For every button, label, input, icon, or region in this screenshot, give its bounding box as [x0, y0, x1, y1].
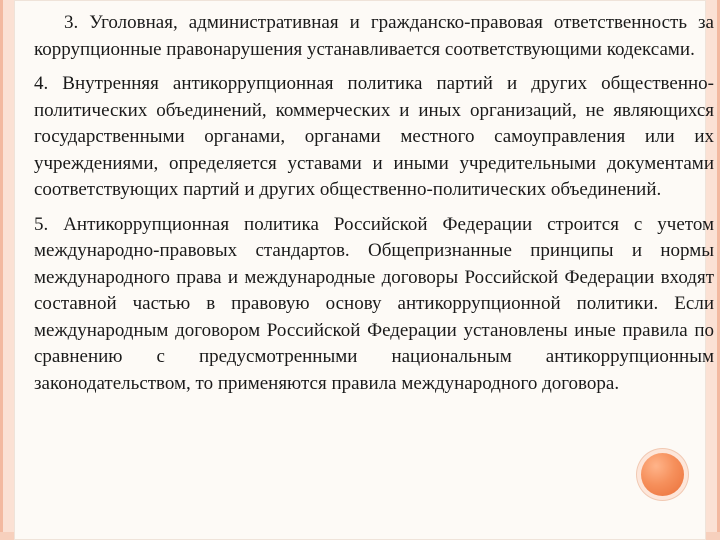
paragraph-4: 4. Внутренняя антикоррупционная политика партий и других общественно- политических объединений, коммерческих и иных организаций, не являющихся государственными органами, органами местного самоуправления или их учреждениями, определяется уставами и иными учредительными документами соответствующих партий и других общественно-политических объединений.	[34, 73, 714, 200]
paragraph-3: 3. Уголовная, административная и гражданско-правовая ответственность за коррупционные правонарушения устанавливается соответствующими кодексами.	[34, 12, 714, 60]
decorative-orange-circle	[641, 453, 684, 496]
left-border-decoration	[0, 0, 14, 540]
slide-text-body	[34, 10, 714, 405]
slide-panel	[14, 0, 714, 540]
paragraph-5: 5. Антикоррупционная политика Российской Федерации строится с учетом международно-правовых стандартов. Общепризнанные принципы и нормы международного права и международные договоры Российской Федерации входят составной частью в правовую основу антикоррупционной политики. Если международным договором Российской Федерации установлены иные правила по сравнению с предусмотренными национальным антикоррупционным законодательством, то применяются правила международного договора.	[34, 213, 714, 394]
